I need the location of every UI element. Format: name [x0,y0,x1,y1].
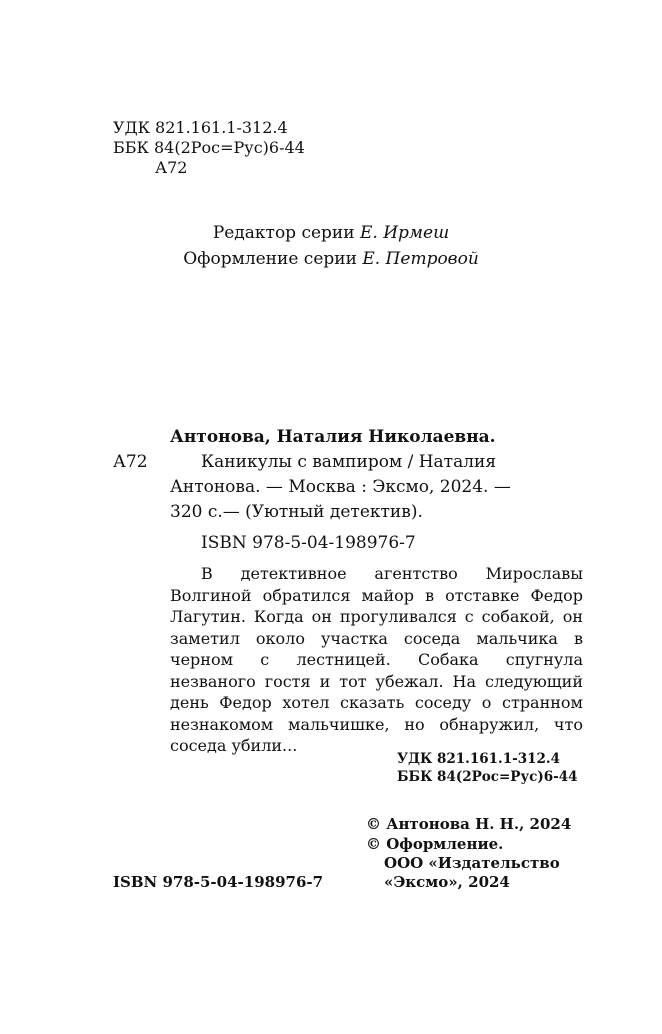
footer-isbn: ISBN 978-5-04-198976-7 [113,873,324,891]
copyright-author: © Антонова Н. Н., 2024 [366,815,572,833]
biblio-line-1: Каникулы с вампиром / Наталия [201,452,497,472]
series-editor-line [0,220,662,247]
series-editor-label: Редактор серии [212,223,355,243]
series-design-line [0,246,662,273]
biblio-author-mark: А72 [113,452,148,472]
copyright-design: © Оформление. [366,835,504,853]
series-design-label: Оформление серии [183,249,357,269]
author-heading: Антонова, Наталия Николаевна. [170,427,496,447]
publisher-line-1: ООО «Издательство [384,854,560,872]
author-mark: А72 [155,158,188,177]
bbk-code: ББК 84(2Рос=Рус)6-44 [113,138,305,157]
series-design-name: Е. Петровой [362,249,479,269]
biblio-line-3: 320 с.— (Уютный детектив). [170,502,423,522]
isbn-line: ISBN 978-5-04-198976-7 [201,533,416,553]
annotation-text: В детективное агентство Мирославы Волгиной обратился майор в отставке Федор Лагутин. Когда он прогуливался с собакой, он заметил около участка соседа мальчика в черном с лестницей. Собака спугнула незваного гостя и тот убежал. На следующий день Федор хотел сказать соседу о странном незнакомом мальчишке, но обнаружил, что соседа убили... [170,564,583,755]
udk-code: УДК 821.161.1-312.4 [113,118,288,137]
publisher-line-2: «Эксмо», 2024 [384,873,510,891]
series-editor-name: Е. Ирмеш [360,223,450,243]
udk-code-repeat: УДК 821.161.1-312.4 [397,751,560,767]
biblio-line-2: Антонова. — Москва : Эксмо, 2024. — [170,477,511,497]
annotation [170,563,583,757]
bbk-code-repeat: ББК 84(2Рос=Рус)6-44 [397,769,578,785]
